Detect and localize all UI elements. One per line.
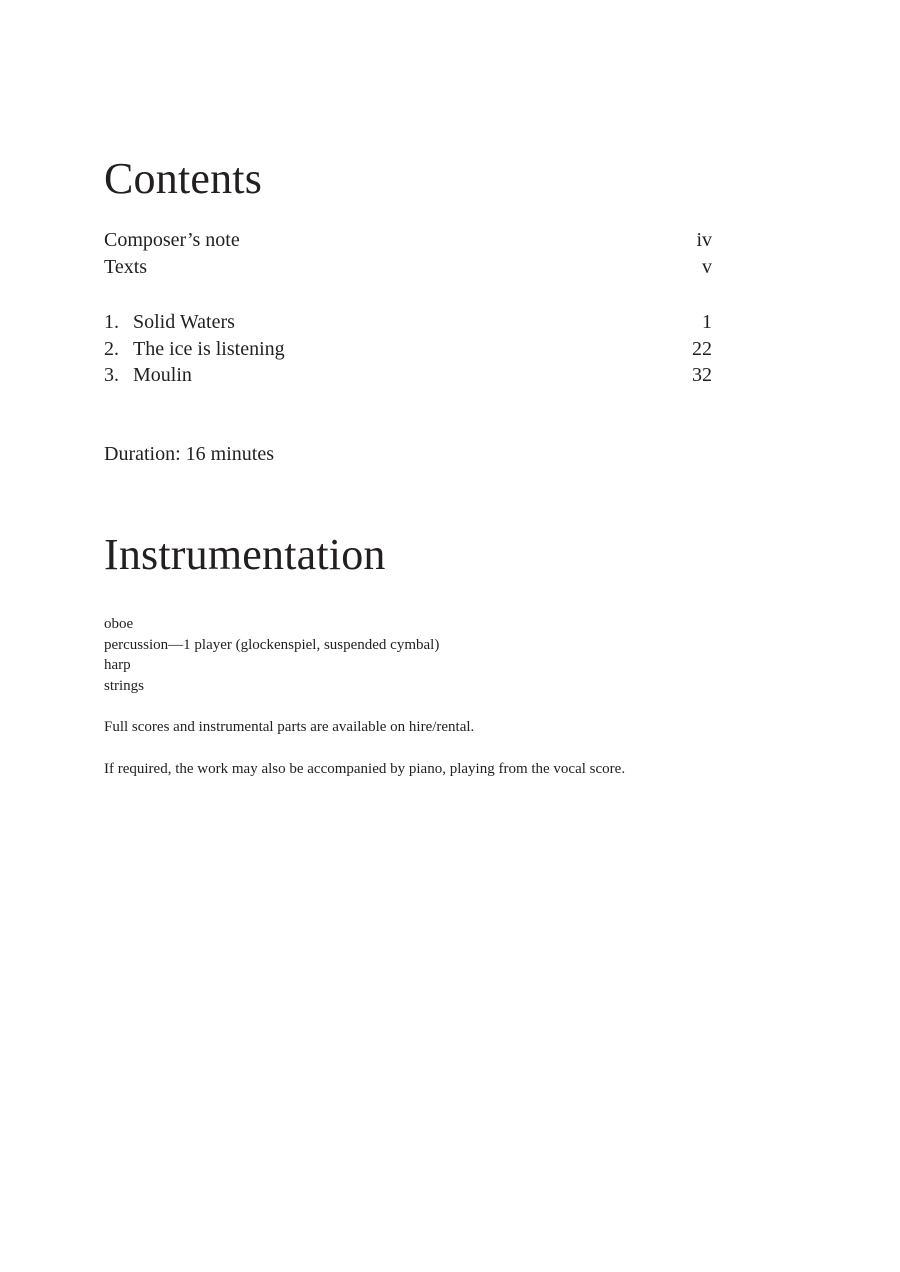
hire-note: Full scores and instrumental parts are available on hire/rental.: [104, 719, 475, 735]
toc-entry-page: iv: [696, 229, 712, 251]
toc-movement-entry[interactable]: [104, 336, 712, 363]
instrument-item: strings: [104, 678, 145, 695]
instrument-item: percussion—1 player (glockenspiel, suspended cymbal): [104, 636, 440, 653]
movement-list: [104, 309, 712, 389]
instrument-item: oboe: [104, 616, 134, 632]
instrument-item: harp: [104, 657, 131, 674]
movement-page: 1: [702, 311, 712, 333]
movement-number: 3.: [104, 364, 119, 386]
toc-movement-entry[interactable]: [104, 309, 712, 336]
toc-movement-entry[interactable]: [104, 362, 712, 389]
piano-note: If required, the work may also be accompanied by piano, playing from the vocal score.: [104, 761, 626, 777]
duration-text: Duration: 16 minutes: [104, 443, 274, 465]
instrumentation-heading: Instrumentation: [104, 530, 386, 579]
movement-title: Solid Waters: [133, 311, 235, 333]
movement-title: Moulin: [133, 364, 192, 386]
toc-entry-label: Texts: [104, 255, 148, 278]
movement-number: 2.: [104, 337, 119, 360]
toc-entry[interactable]: [104, 254, 712, 281]
movement-page: 22: [692, 337, 712, 360]
contents-heading: Contents: [104, 154, 263, 203]
movement-page: 32: [692, 364, 712, 386]
toc-entry[interactable]: [104, 227, 712, 254]
instrument-list: [104, 614, 439, 697]
front-matter-list: [104, 227, 712, 280]
movement-title: The ice is listening: [133, 337, 285, 360]
toc-entry-label: Composer’s note: [104, 229, 240, 251]
toc-entry-page: v: [702, 255, 712, 278]
movement-number: 1.: [104, 311, 119, 333]
